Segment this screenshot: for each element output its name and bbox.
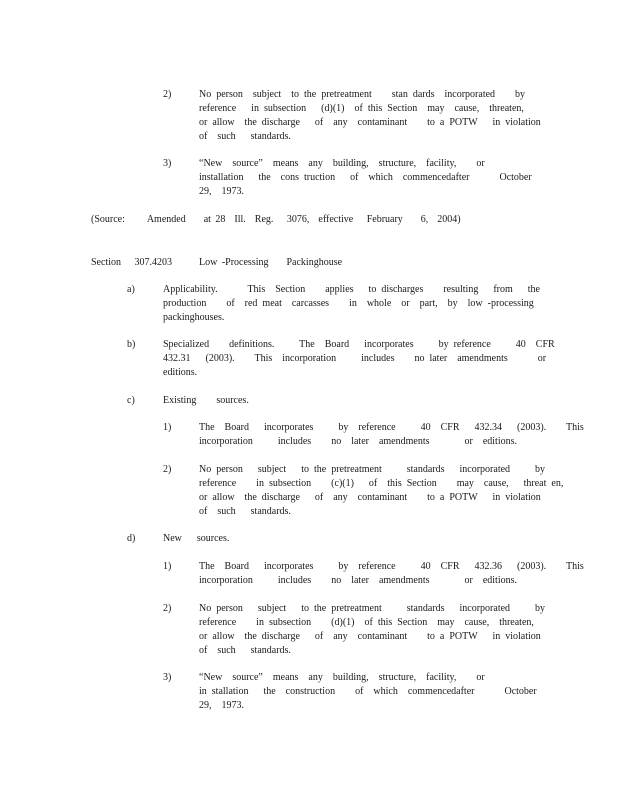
item-line: reference in subsection (c)(1) of this Section may cause, threat en,: [199, 478, 564, 489]
section-number: Section 307.4203: [91, 257, 172, 268]
item-line: of such standards.: [199, 506, 291, 517]
item-number: 2): [163, 464, 172, 475]
subsection-line: editions.: [163, 367, 198, 378]
subsection-line: New sources.: [163, 533, 230, 544]
item-number: 2): [163, 603, 172, 614]
item-line: “New source” means any building, structure, facility, or: [199, 158, 485, 169]
section-title: Low -Processing Packinghouse: [199, 257, 343, 268]
item-line: 29, 1973.: [199, 700, 244, 711]
subsection-letter: b): [127, 339, 136, 350]
item-number: 3): [163, 672, 172, 683]
subsection-line: Specialized definitions. The Board incorporates by reference 40 CFR: [163, 339, 555, 350]
item-line: of such standards.: [199, 131, 291, 142]
item-line: or allow the discharge of any contaminant to a POTW in violation: [199, 492, 541, 503]
item-line: or allow the discharge of any contaminant to a POTW in violation: [199, 631, 541, 642]
subsection-letter: c): [127, 395, 135, 406]
item-line: of such standards.: [199, 645, 291, 656]
subsection-letter: d): [127, 533, 136, 544]
subsection-line: Applicability. This Section applies to discharges resulting from the: [163, 284, 540, 295]
item-line: The Board incorporates by reference 40 CFR 432.34 (2003). This: [199, 422, 584, 433]
item-line: or allow the discharge of any contaminant to a POTW in violation: [199, 117, 541, 128]
item-line: The Board incorporates by reference 40 CFR 432.36 (2003). This: [199, 561, 584, 572]
subsection-letter: a): [127, 284, 135, 295]
item-number: 1): [163, 561, 172, 572]
item-number: 1): [163, 422, 172, 433]
item-number: 3): [163, 158, 172, 169]
item-line: in stallation the construction of which commencedafter October: [199, 686, 537, 697]
item-line: No person subject to the pretreatment stan dards incorporated by: [199, 89, 526, 100]
subsection-line: production of red meat carcasses in whole or part, by low -processing: [163, 298, 534, 309]
item-number: 2): [163, 89, 172, 100]
item-line: No person subject to the pretreatment standards incorporated by: [199, 603, 546, 614]
item-line: installation the cons truction of which commencedafter October: [199, 172, 532, 183]
subsection-line: packinghouses.: [163, 312, 225, 323]
subsection-line: 432.31 (2003). This incorporation includes no later amendments or: [163, 353, 547, 364]
item-line: incorporation includes no later amendments or editions.: [199, 575, 517, 586]
item-line: incorporation includes no later amendments or editions.: [199, 436, 517, 447]
item-line: “New source” means any building, structure, facility, or: [199, 672, 485, 683]
item-line: reference in subsection (d)(1) of this Section may cause, threaten,: [199, 103, 524, 114]
item-line: 29, 1973.: [199, 186, 244, 197]
item-line: reference in subsection (d)(1) of this Section may cause, threaten,: [199, 617, 534, 628]
subsection-line: Existing sources.: [163, 395, 249, 406]
source-note: (Source: Amended at 28 Ill. Reg. 3076, effective February 6, 2004): [91, 214, 461, 225]
item-line: No person subject to the pretreatment standards incorporated by: [199, 464, 546, 475]
